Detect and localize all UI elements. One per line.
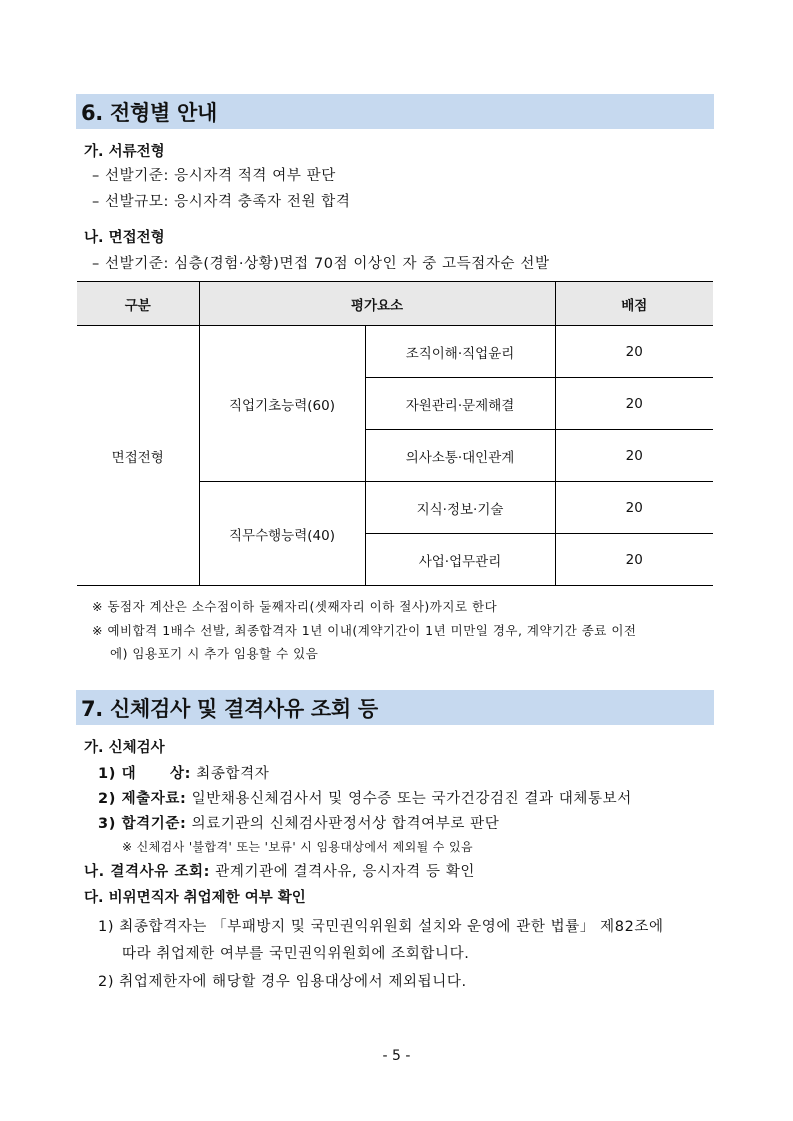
score-cell: 20 — [555, 430, 713, 482]
exam-target-line — [98, 762, 269, 783]
document-criteria-line: – 선발기준: 응시자격 적격 여부 판단 — [92, 168, 336, 184]
note-reserve-line2: 에) 임용포기 시 추가 임용할 수 있음 — [110, 646, 319, 661]
table-header-row — [77, 282, 713, 326]
exam-note: ※ 신체검사 '불합격' 또는 '보류' 시 임용대상에서 제외될 수 있음 — [122, 840, 473, 854]
interview-criteria-line: – 선발기준: 심층(경험·상황)면접 70점 이상인 자 중 고득점자순 선발 — [92, 256, 550, 272]
group-cell: 직업기초능력(60) — [199, 326, 365, 482]
exam-target-text: 최종합격자 — [191, 766, 270, 782]
exam-criteria-line — [98, 812, 499, 833]
section-6-header — [76, 94, 714, 129]
header-score: 배점 — [555, 282, 713, 326]
restriction-item1-line1: 1) 최종합격자는 「부패방지 및 국민권익위원회 설치와 운영에 관한 법률」 제82조에 — [98, 919, 664, 935]
subsection-document-screening: 가. 서류전형 — [84, 144, 165, 160]
element-cell: 자원관리·문제해결 — [365, 378, 555, 430]
score-cell: 20 — [555, 482, 713, 534]
section-7-header — [76, 690, 714, 725]
header-element: 평가요소 — [199, 282, 555, 326]
exam-documents-line — [98, 787, 632, 808]
category-cell: 면접전형 — [77, 326, 199, 586]
section-7-title: 7. 신체검사 및 결격사유 조회 등 — [81, 697, 378, 721]
document-scale-line: – 선발규모: 응시자격 충족자 전원 합격 — [92, 194, 351, 210]
evaluation-table — [77, 281, 713, 586]
section-6-title: 6. 전형별 안내 — [81, 101, 217, 125]
disqualification-label: 나. 결격사유 조회: — [84, 864, 211, 880]
disqualification-line — [84, 860, 475, 881]
element-cell: 의사소통·대인관계 — [365, 430, 555, 482]
page-number: - 5 - — [382, 1048, 411, 1064]
note-tie-break: ※ 동점자 계산은 소수점이하 둘째자리(셋째자리 이하 절사)까지로 한다 — [92, 599, 498, 614]
score-cell: 20 — [555, 326, 713, 378]
subsection-employment-restriction: 다. 비위면직자 취업제한 여부 확인 — [84, 890, 306, 906]
score-cell: 20 — [555, 534, 713, 586]
subsection-interview-screening: 나. 면접전형 — [84, 230, 165, 246]
group-cell: 직무수행능력(40) — [199, 482, 365, 586]
exam-documents-label: 2) 제출자료: — [98, 791, 187, 807]
subsection-physical-exam: 가. 신체검사 — [84, 740, 165, 756]
element-cell: 조직이해·직업윤리 — [365, 326, 555, 378]
exam-criteria-text: 의료기관의 신체검사판정서상 합격여부로 판단 — [186, 816, 500, 832]
exam-target-label: 1) 대 상: — [98, 766, 192, 782]
score-cell: 20 — [555, 378, 713, 430]
exam-documents-text: 일반채용신체검사서 및 영수증 또는 국가건강검진 결과 대체통보서 — [186, 791, 632, 807]
element-cell: 지식·정보·기술 — [365, 482, 555, 534]
element-cell: 사업·업무관리 — [365, 534, 555, 586]
table-row — [77, 326, 713, 378]
exam-criteria-label: 3) 합격기준: — [98, 816, 187, 832]
note-reserve-line1: ※ 예비합격 1배수 선발, 최종합격자 1년 이내(계약기간이 1년 미만일 경우, 계약기간 종료 이전 — [92, 623, 637, 638]
disqualification-text: 관계기관에 결격사유, 응시자격 등 확인 — [210, 864, 476, 880]
restriction-item2: 2) 취업제한자에 해당할 경우 임용대상에서 제외됩니다. — [98, 974, 467, 990]
restriction-item1-line2: 따라 취업제한 여부를 국민권익위원회에 조회합니다. — [122, 946, 470, 962]
header-category: 구분 — [77, 282, 199, 326]
